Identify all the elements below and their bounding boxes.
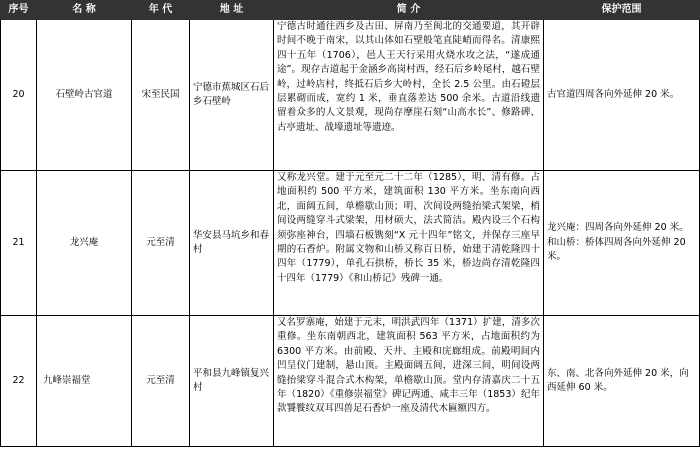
row-location: 平和县九峰镇复兴村 bbox=[190, 316, 274, 447]
header-era: 年 代 bbox=[132, 1, 190, 20]
row-name: 石壁岭古官道 bbox=[37, 20, 132, 171]
header-intro: 简 介 bbox=[274, 1, 544, 20]
row-no: 22 bbox=[1, 316, 37, 447]
header-location: 地 址 bbox=[190, 1, 274, 20]
row-no: 20 bbox=[1, 20, 37, 171]
row-name: 龙兴庵 bbox=[37, 171, 132, 316]
row-intro: 宁德古时通往西乡及古田、屏南乃至闽北的交通要道，其开辟时间不晚于南宋，以其山体如石壁般笔直陡峭而得名。清康熙四十五年（1706），邑人王天行采用火烧水攻之法，“遂成通途”。现存古道起于金涵乡高岗村西，经石后乡岭尾村，越石壁岭，过岭店村，终抵石后乡大岭村，全长 2.5 公里。由石磴层层累砌而成，宽约 1 米，垂直落差达 500 余米。古道沿线遗留着众多的人文景观，现尚存摩崖石刻“山高水长”、修路碑、古亭遗址、战壕遗址等遗迹。 bbox=[274, 20, 544, 171]
row-name: 九峰崇福堂 bbox=[37, 316, 132, 447]
row-no: 21 bbox=[1, 171, 37, 316]
row-intro: 又称龙兴堂。建于元至元二十二年（1285），明、清有修。占地面积约 500 平方米，建筑面积 130 平方米。坐东南向西北，面阔五间，单檐歇山顶；明、次间设两缝抬梁式架梁，梢间设两缝穿斗式梁架，用材硕大，法式简洁。殿内设三个石构须弥座神台，四墙石板镌刻“X 元十四年”铭文，并保存三座早期的石香炉。附属文物和山桥又称百日桥，始建于清乾隆四十四年（1779），单孔石拱桥，桥长 35 米，桥边尚存清乾隆四十四年（1779）《和山桥记》残碑一通。 bbox=[274, 171, 544, 316]
row-location: 宁德市蕉城区石后乡石壁岭 bbox=[190, 20, 274, 171]
header-scope: 保护范围 bbox=[544, 1, 700, 20]
row-scope: 古官道四周各向外延伸 20 米。 bbox=[544, 20, 700, 171]
row-era: 元至清 bbox=[132, 316, 190, 447]
row-era: 元至清 bbox=[132, 171, 190, 316]
table-row bbox=[1, 171, 700, 316]
table-body bbox=[1, 20, 700, 447]
table-row bbox=[1, 20, 700, 171]
table-row bbox=[1, 316, 700, 447]
row-intro: 又名罗寨庵，始建于元末，明洪武四年（1371）扩建，清多次重修。坐东南朝西北，建筑面积 563 平方米，占地面积约为 6300 平方米。由前殿、天井、主殿和庑廊组成。前殿明间内凹呈仪门建制，悬山顶。主殿面阔五间，进深三间，明间设两缝抬梁穿斗混合式木构架，单檐歇山顶。堂内存清嘉庆二十五年（1820）《重修崇福堂》碑记两通、咸丰三年（1853）纪年款饕餮纹双耳四兽足石香炉一座及清代木匾额四方。 bbox=[274, 316, 544, 447]
table-header bbox=[1, 1, 700, 20]
row-location: 华安县马坑乡和春村 bbox=[190, 171, 274, 316]
header-row bbox=[1, 1, 700, 20]
row-scope: 东、南、北各向外延伸 20 米，向西延伸 60 米。 bbox=[544, 316, 700, 447]
row-scope: 龙兴庵：四周各向外延伸 20 米。和山桥：桥体四周各向外延伸 20 米。 bbox=[544, 171, 700, 316]
row-era: 宋至民国 bbox=[132, 20, 190, 171]
header-no: 序号 bbox=[1, 1, 37, 20]
header-name: 名 称 bbox=[37, 1, 132, 20]
